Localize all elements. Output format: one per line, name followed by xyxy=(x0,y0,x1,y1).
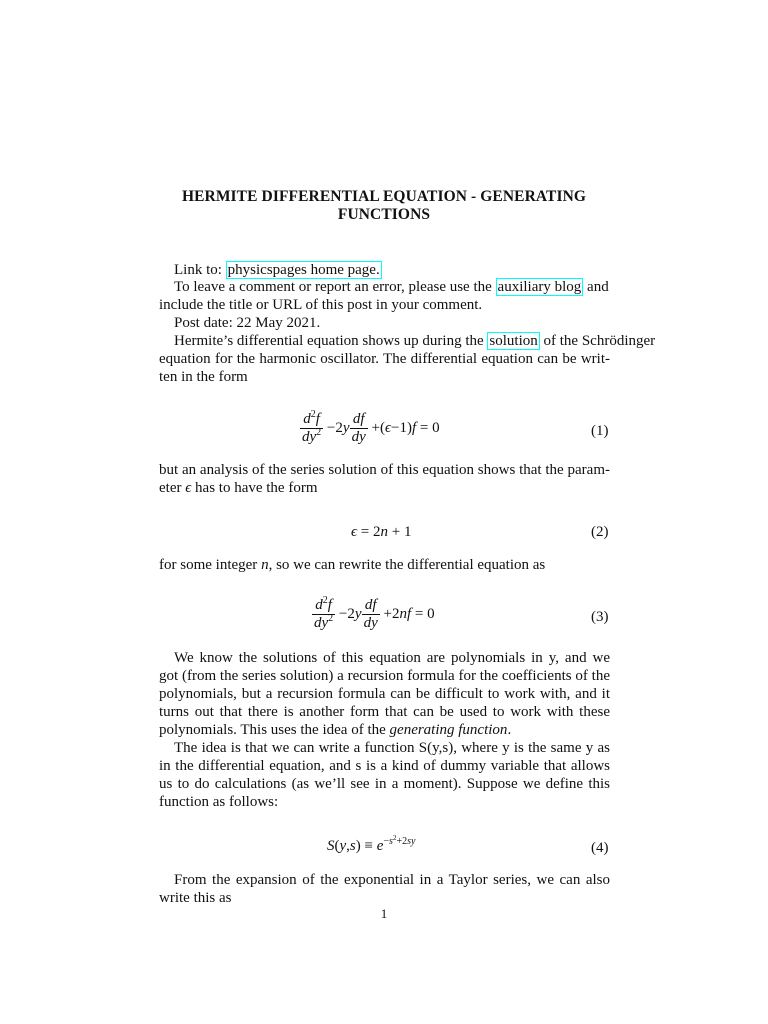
paragraph-5-line-1: The idea is that we can write a function S(y,s), where y is the same y as xyxy=(174,740,610,756)
paragraph-1-line-1 xyxy=(174,332,655,350)
p3-text: for some integer xyxy=(159,557,262,573)
page-number: 1 xyxy=(380,906,388,921)
paragraph-4-line-3: polynomials, but a recursion formula can be difficult to work with, and it xyxy=(159,686,610,702)
solution-link[interactable]: solution xyxy=(489,333,538,349)
paragraph-1-line-3: ten in the form xyxy=(159,369,248,385)
home-page-link[interactable]: physicspages home page. xyxy=(227,262,380,278)
paragraph-4-line-5 xyxy=(159,721,511,739)
home-link-line xyxy=(174,261,382,279)
link-prefix: Link to: xyxy=(174,262,226,278)
page-title xyxy=(150,188,618,224)
paragraph-1-line-2: equation for the harmonic oscillator. The differential equation can be writ- xyxy=(159,351,610,367)
paragraph-2-line-2 xyxy=(159,479,318,497)
paragraph-5-line-2: in the differential equation, and s is a kind of dummy variable that allows xyxy=(159,758,610,774)
equation-1-number: (1) xyxy=(591,423,609,439)
n-symbol: n xyxy=(261,557,269,573)
p1-text-end: of the Schrödinger xyxy=(539,333,656,349)
equation-4: $S(y,s) \equiv e^{-s^2+2sy}$ xyxy=(327,834,416,854)
generating-function-term: generating function xyxy=(389,722,508,738)
equation-2: ϵ = 2n + 1 xyxy=(351,524,412,540)
equation-3: $\frac{d^2f}{dy^2}$ −2y $\frac{df}{dy}$ +2nf = 0 xyxy=(314,595,435,631)
p4-text-end: . xyxy=(507,722,512,738)
p2-text-end: has to have the form xyxy=(191,480,318,496)
comment-text-end: and xyxy=(583,279,609,295)
p3-text-end: , so we can rewrite the differential equation as xyxy=(268,557,546,573)
auxiliary-blog-link[interactable]: auxiliary blog xyxy=(497,279,582,295)
title-line-2: FUNCTIONS xyxy=(337,206,431,223)
paragraph-5-line-4: function as follows: xyxy=(159,794,279,810)
equation-1: $\frac{d^2f}{dy^2}$ −2y $\frac{df}{dy}$ +(ϵ−1)f = 0 xyxy=(302,409,440,445)
comment-text: To leave a comment or report an error, please use the xyxy=(174,279,496,295)
paragraph-6-line-2: write this as xyxy=(159,890,232,906)
paragraph-6-line-1: From the expansion of the exponential in a Taylor series, we can also xyxy=(174,872,610,888)
paragraph-3 xyxy=(159,556,545,574)
title-line-1: HERMITE DIFFERENTIAL EQUATION - GENERATING xyxy=(181,188,587,205)
equation-2-number: (2) xyxy=(591,524,609,540)
equation-4-number: (4) xyxy=(591,840,609,856)
p2-text: eter xyxy=(159,480,186,496)
p1-text: Hermite’s differential equation shows up during the xyxy=(174,333,488,349)
post-date: Post date: 22 May 2021. xyxy=(174,315,321,331)
comment-line-2: include the title or URL of this post in your comment. xyxy=(159,297,483,313)
paragraph-4-line-2: got (from the series solution) a recursion formula for the coefficients of the xyxy=(159,668,610,684)
paragraph-5-line-3: us to do calculations (as we’ll see in a moment). Suppose we define this xyxy=(159,776,610,792)
paragraph-2-line-1: but an analysis of the series solution of this equation shows that the param- xyxy=(159,462,610,478)
equation-3-number: (3) xyxy=(591,609,609,625)
p4-text: polynomials. This uses the idea of the xyxy=(159,722,390,738)
paragraph-4-line-1: We know the solutions of this equation are polynomials in y, and we xyxy=(174,650,610,666)
comment-line-1 xyxy=(174,278,609,296)
paragraph-4-line-4: turns out that there is another form that can be used to work with these xyxy=(159,704,610,720)
epsilon-symbol: ϵ xyxy=(185,480,192,496)
